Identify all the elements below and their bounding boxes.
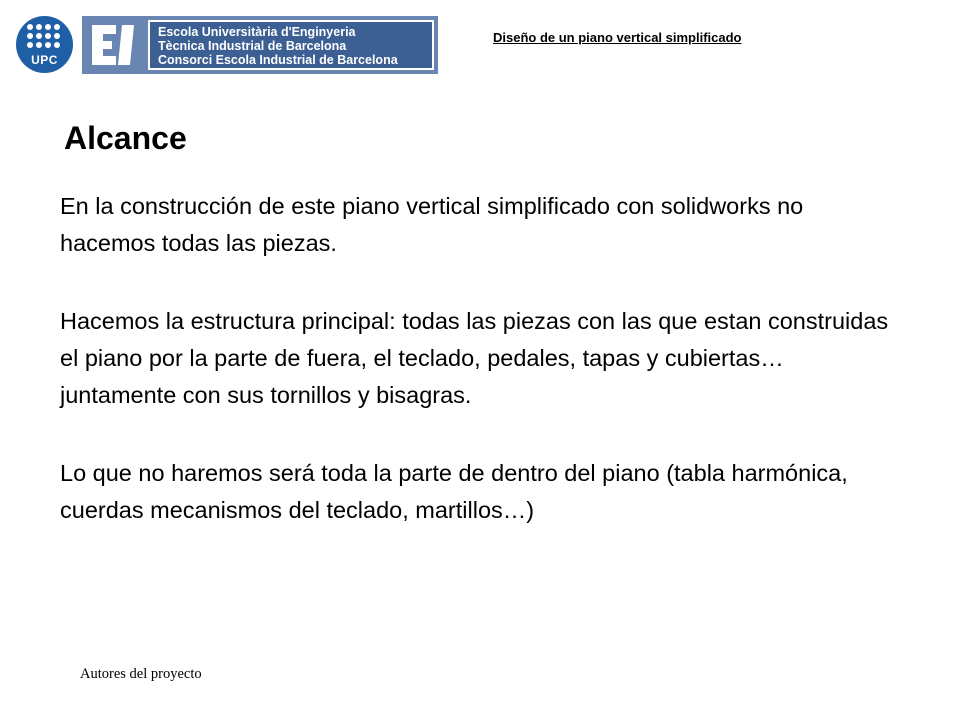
- paragraph-2: Hacemos la estructura principal: todas las piezas con las que estan construidas el piano por la parte de fuera, el teclado, pedales, tapas y cubiertas… juntamente con sus tornillos y bisagras.: [60, 308, 889, 408]
- eui-line-2: Tècnica Industrial de Barcelona: [158, 39, 347, 53]
- upc-dots-icon: [27, 24, 62, 51]
- paragraph-1: En la construcción de este piano vertical simplificado con solidworks no hacemos todas las piezas.: [60, 193, 804, 256]
- eui-emblem-icon: [88, 21, 144, 69]
- upc-logo-text: UPC: [31, 53, 58, 67]
- slide-title: Alcance: [64, 120, 187, 156]
- upc-logo: [16, 16, 73, 73]
- eui-line-3: Consorci Escola Industrial de Barcelona: [158, 53, 398, 67]
- slide-body: [60, 188, 900, 570]
- presentation-title: Diseño de un piano vertical simplificado: [493, 30, 742, 45]
- eui-name-panel: [148, 20, 434, 70]
- eui-line-1: Escola Universitària d'Enginyeria: [158, 25, 356, 39]
- eui-logo: [82, 16, 438, 74]
- footer-authors: Autores del proyecto: [80, 666, 202, 682]
- paragraph-3: Lo que no haremos será toda la parte de dentro del piano (tabla harmónica, cuerdas mecanismos del teclado, martillos…): [60, 460, 848, 523]
